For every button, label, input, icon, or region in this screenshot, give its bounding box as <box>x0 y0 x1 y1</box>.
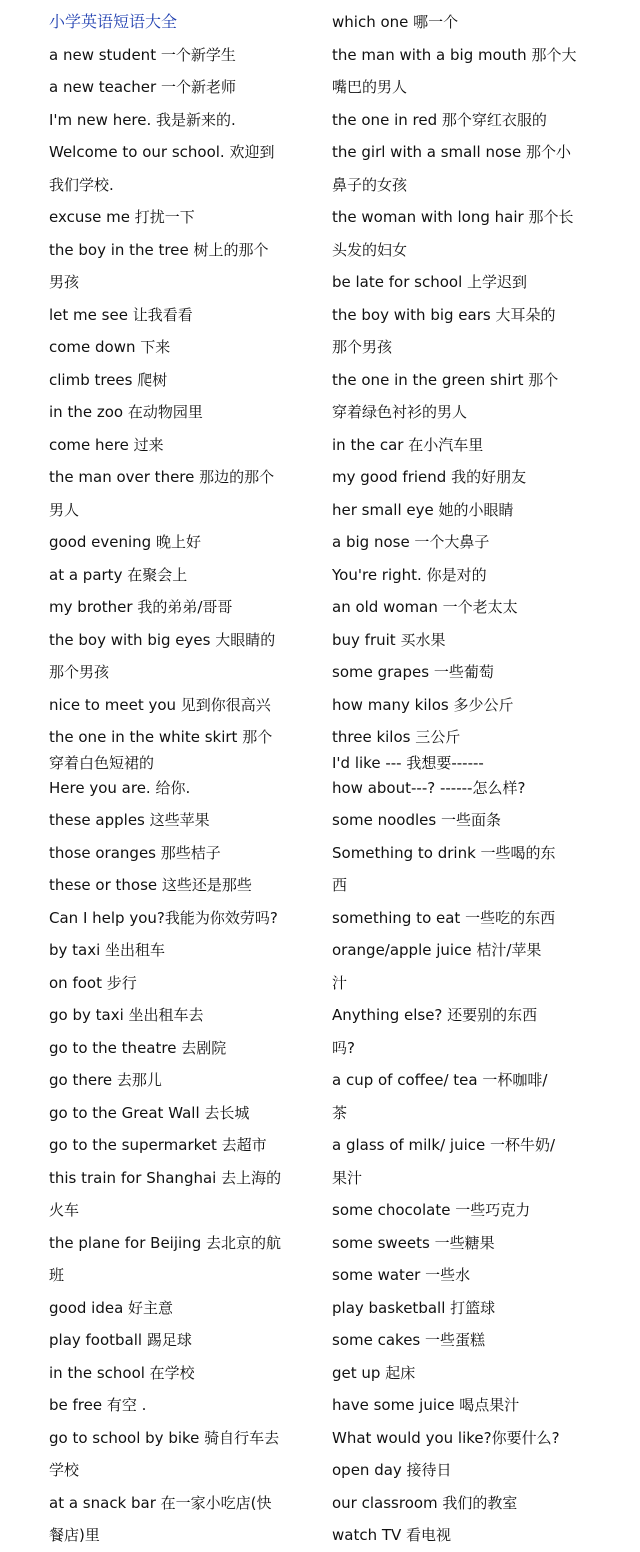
phrase-line: something to eat 一些吃的东西 <box>332 908 556 927</box>
phrase-line: 餐店)里 <box>49 1526 100 1544</box>
phrase-line: 那个男孩 <box>332 338 393 356</box>
phrase-line: good evening 晚上好 <box>49 533 201 551</box>
phrase-line: be late for school 上学迟到 <box>332 273 528 291</box>
phrase-line: 男人 <box>49 500 80 519</box>
phrase-line: the boy with big ears 大耳朵的 <box>332 305 556 324</box>
phrase-line: 吗? <box>332 1038 355 1057</box>
phrase-line: watch TV 看电视 <box>332 1526 452 1544</box>
phrase-line: the woman with long hair 那个长 <box>332 208 574 226</box>
phrase-line: 嘴巴的男人 <box>332 78 408 96</box>
phrase-line: I'm new here. 我是新来的. <box>49 110 236 129</box>
phrase-line: 穿着绿色衬衫的男人 <box>332 403 468 421</box>
phrase-line: Can I help you?我能为你效劳吗? <box>49 908 278 927</box>
phrase-line: go to the theatre 去剧院 <box>49 1038 227 1057</box>
phrase-line: the girl with a small nose 那个小 <box>332 143 571 161</box>
phrase-line: my good friend 我的好朋友 <box>332 468 527 486</box>
phrase-line: these or those 这些还是那些 <box>49 876 252 894</box>
phrase-line: play basketball 打篮球 <box>332 1298 496 1317</box>
phrase-line: get up 起床 <box>332 1363 416 1382</box>
phrase-line: Here you are. 给你. <box>49 778 191 797</box>
phrase-line: some chocolate 一些巧克力 <box>332 1201 531 1219</box>
phrase-line: a new student 一个新学生 <box>49 45 236 64</box>
phrase-line: be free 有空 . <box>49 1396 147 1414</box>
phrase-line: some noodles 一些面条 <box>332 811 501 829</box>
phrase-line: at a snack bar 在一家小吃店(快 <box>49 1493 272 1512</box>
phrase-line: 火车 <box>49 1201 80 1219</box>
phrase-line: at a party 在聚会上 <box>49 565 188 584</box>
phrase-line: 鼻子的女孩 <box>332 175 408 194</box>
phrase-line: play football 踢足球 <box>49 1331 192 1349</box>
phrase-line: the one in the white skirt 那个 <box>49 728 273 746</box>
phrase-line: in the car 在小汽车里 <box>332 435 484 454</box>
phrase-line: excuse me 打扰一下 <box>49 208 195 226</box>
phrase-line: the boy with big eyes 大眼睛的 <box>49 630 276 649</box>
phrase-line: 班 <box>49 1266 65 1284</box>
phrase-line: Something to drink 一些喝的东 <box>332 843 556 862</box>
phrase-line: 果汁 <box>332 1168 363 1187</box>
phrase-line: an old woman 一个老太太 <box>332 598 518 616</box>
phrase-line: 穿着白色短裙的 <box>49 753 155 772</box>
phrase-line: on foot 步行 <box>49 973 137 992</box>
phrase-line: the one in the green shirt 那个 <box>332 370 559 389</box>
phrase-line: nice to meet you 见到你很高兴 <box>49 695 271 714</box>
phrase-line: 汁 <box>332 973 348 992</box>
phrase-line: come down 下来 <box>49 338 171 356</box>
phrase-line: the plane for Beijing 去北京的航 <box>49 1233 281 1252</box>
phrase-line: go to school by bike 骑自行车去 <box>49 1428 280 1447</box>
phrase-line: good idea 好主意 <box>49 1298 174 1317</box>
phrase-line: how about---? ------怎么样? <box>332 778 526 797</box>
phrase-line: climb trees 爬树 <box>49 370 168 389</box>
phrase-line: in the school 在学校 <box>49 1363 195 1382</box>
phrase-line: 我们学校. <box>49 175 114 194</box>
phrase-line: I'd like --- 我想要------ <box>332 753 484 772</box>
phrase-line: the man with a big mouth 那个大 <box>332 45 577 64</box>
phrase-line: how many kilos 多少公斤 <box>332 695 514 714</box>
phrase-line: go by taxi 坐出租车去 <box>49 1006 204 1024</box>
phrase-line: You're right. 你是对的 <box>332 565 487 584</box>
phrase-line: a new teacher 一个新老师 <box>49 78 236 96</box>
phrase-line: Anything else? 还要别的东西 <box>332 1006 538 1024</box>
phrase-line: come here 过来 <box>49 435 164 454</box>
phrase-line: these apples 这些苹果 <box>49 811 210 829</box>
phrase-line: the man over there 那边的那个 <box>49 468 275 486</box>
phrase-line: open day 接待日 <box>332 1461 452 1479</box>
right-column <box>332 6 597 1552</box>
phrase-line: a cup of coffee/ tea 一杯咖啡/ <box>332 1071 548 1089</box>
phrase-line: my brother 我的弟弟/哥哥 <box>49 598 233 616</box>
phrase-line: in the zoo 在动物园里 <box>49 403 203 421</box>
phrase-line: our classroom 我们的教室 <box>332 1493 518 1512</box>
phrase-line: let me see 让我看看 <box>49 305 193 324</box>
phrase-line: the one in red 那个穿红衣服的 <box>332 110 547 129</box>
phrase-line: some grapes 一些葡萄 <box>332 663 494 681</box>
phrase-line: buy fruit 买水果 <box>332 630 446 649</box>
phrase-line: 那个男孩 <box>49 663 110 681</box>
phrase-line: 西 <box>332 876 348 894</box>
page-title: 小学英语短语大全 <box>49 12 178 31</box>
phrase-line: 学校 <box>49 1461 80 1479</box>
phrase-line: some sweets 一些糖果 <box>332 1233 495 1252</box>
phrase-line: 头发的妇女 <box>332 240 408 259</box>
phrase-line: which one 哪一个 <box>332 13 459 31</box>
phrase-line: some cakes 一些蛋糕 <box>332 1331 486 1349</box>
phrase-line: a glass of milk/ juice 一杯牛奶/ <box>332 1136 556 1154</box>
phrase-line: go to the Great Wall 去长城 <box>49 1103 250 1122</box>
phrase-line: her small eye 她的小眼睛 <box>332 500 514 519</box>
left-column <box>49 6 311 1552</box>
phrase-line: orange/apple juice 桔汁/苹果 <box>332 941 542 959</box>
phrase-line: those oranges 那些桔子 <box>49 843 221 862</box>
phrase-line: go to the supermarket 去超市 <box>49 1136 267 1154</box>
phrase-line: What would you like?你要什么? <box>332 1428 560 1447</box>
phrase-line: a big nose 一个大鼻子 <box>332 533 490 551</box>
phrase-line: 男孩 <box>49 273 80 291</box>
phrase-line: have some juice 喝点果汁 <box>332 1396 520 1414</box>
phrase-line: this train for Shanghai 去上海的 <box>49 1168 282 1187</box>
right-phrase-list <box>332 6 597 1552</box>
left-phrase-list <box>49 39 311 1552</box>
phrase-line: three kilos 三公斤 <box>332 728 461 746</box>
phrase-line: go there 去那儿 <box>49 1071 162 1089</box>
phrase-line: by taxi 坐出租车 <box>49 941 166 959</box>
phrase-line: 茶 <box>332 1103 348 1122</box>
phrase-line: some water 一些水 <box>332 1266 471 1284</box>
phrase-line: Welcome to our school. 欢迎到 <box>49 143 275 161</box>
phrase-line: the boy in the tree 树上的那个 <box>49 240 269 259</box>
